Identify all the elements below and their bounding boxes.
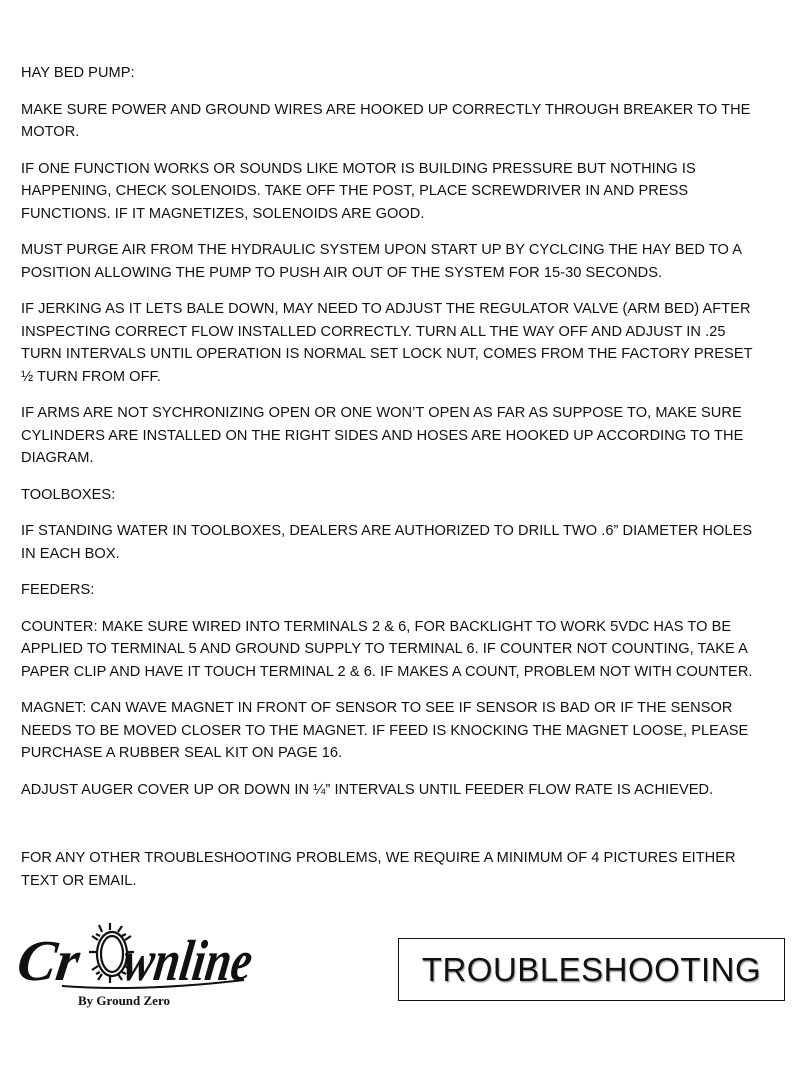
crownline-logo [13,918,290,1018]
troubleshooting-title-box [398,938,785,1001]
svg-text:Cr: Cr [13,928,84,993]
paragraph-other-problems: FOR ANY OTHER TROUBLESHOOTING PROBLEMS, WE REQUIRE A MINIMUM OF 4 PICTURES EITHER TEXT OR EMAIL. [21,850,736,889]
paragraph-power-ground: MAKE SURE POWER AND GROUND WIRES ARE HOOKED UP CORRECTLY THROUGH BREAKER TO THE MOTOR. [21,101,751,140]
heading-hay-bed-pump: HAY BED PUMP: [21,65,135,81]
paragraph-magnet: MAGNET: CAN WAVE MAGNET IN FRONT OF SENSOR TO SEE IF SENSOR IS BAD OR IF THE SENSOR NEEDS TO BE MOVED CLOSER TO THE MAGNET. IF FEED IS KNOCKING THE MAGNET LOOSE, PLEASE PURCHASE A RUBBER SEAL KIT ON PAGE 16. [21,700,749,761]
paragraph-standing-water: IF STANDING WATER IN TOOLBOXES, DEALERS ARE AUTHORIZED TO DRILL TWO .6” DIAMETER HOLES IN EACH BOX. [21,523,753,562]
paragraph-auger-cover: ADJUST AUGER COVER UP OR DOWN IN ¼” INTERVALS UNTIL FEEDER FLOW RATE IS ACHIEVED. [21,781,714,798]
logo-tagline: By Ground Zero [78,993,170,1008]
heading-toolboxes: TOOLBOXES: [21,486,116,503]
svg-text:wnline: wnline [119,928,290,993]
paragraph-arms-sync: IF ARMS ARE NOT SYCHRONIZING OPEN OR ONE WON’T OPEN AS FAR AS SUPPOSE TO, MAKE SURE CYLINDERS ARE INSTALLED ON THE RIGHT SIDES AND HOSES ARE HOOKED UP ACCORDING TO THE DIAGRAM. [21,405,744,466]
document-body [21,62,761,906]
paragraph-solenoids: IF ONE FUNCTION WORKS OR SOUNDS LIKE MOTOR IS BUILDING PRESSURE BUT NOTHING IS HAPPENING, CHECK SOLENOIDS. TAKE OFF THE POST, PLACE SCREWDRIVER IN AND PRESS FUNCTIONS. IF IT MAGNETIZES, SOLENOIDS ARE GOOD. [21,160,696,222]
paragraph-purge-air: MUST PURGE AIR FROM THE HYDRAULIC SYSTEM UPON START UP BY CYCLCING THE HAY BED TO A POSITION ALLOWING THE PUMP TO PUSH AIR OUT OF THE SYSTEM FOR 15-30 SECONDS. [21,242,742,281]
heading-feeders: FEEDERS: [21,582,95,598]
page-title: TROUBLESHOOTING [421,950,762,988]
paragraph-regulator-valve: IF JERKING AS IT LETS BALE DOWN, MAY NEED TO ADJUST THE REGULATOR VALVE (ARM BED) AFTER INSPECTING CORRECT FLOW INSTALLED CORRECTLY. TURN ALL THE WAY OFF AND ADJUST IN .25 TURN INTERVALS UNTIL OPERATION IS NORMAL SET LOCK NUT, COMES FROM THE FACTORY PRESET ½ TURN FROM OFF. [21,301,753,385]
paragraph-counter: COUNTER: MAKE SURE WIRED INTO TERMINALS 2 & 6, FOR BACKLIGHT TO WORK 5VDC HAS TO BE APPLIED TO TERMINAL 5 AND GROUND SUPPLY TO TERMINAL 6. IF COUNTER NOT COUNTING, TAKE A PAPER CLIP AND HAVE IT TOUCH TERMINAL 2 & 6. IF MAKES A COUNT, PROBLEM NOT WITH COUNTER. [21,618,753,680]
